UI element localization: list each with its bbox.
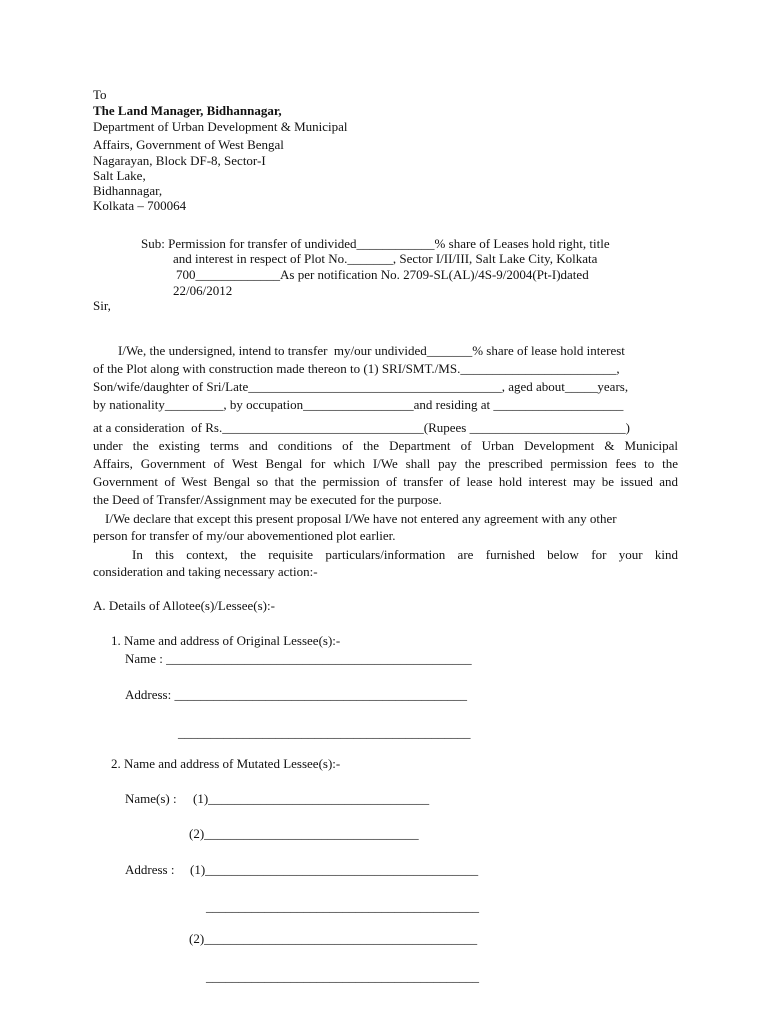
department-line-2: Affairs, Government of West Bengal <box>93 137 284 152</box>
body-p1-line-2: of the Plot along with construction made thereon to (1) SRI/SMT./MS.________________________, <box>93 361 620 376</box>
department-line-1: Department of Urban Development & Municipal <box>93 119 348 134</box>
mutated-lessee-address-2-field[interactable]: (2)__________________________________________ <box>189 931 478 946</box>
area-line: Salt Lake, <box>93 168 146 183</box>
section-a-heading: A. Details of Allotee(s)/Lessee(s):- <box>93 598 275 613</box>
subject-line-4: 22/06/2012 <box>173 283 233 298</box>
pin-line: Kolkata – 700064 <box>93 198 187 213</box>
mutated-lessee-name-2-field[interactable]: (2)_________________________________ <box>189 826 419 841</box>
mutated-lessee-address-2-continuation[interactable]: __________________________________________ <box>206 969 479 984</box>
body-p2-line-2: under the existing terms and conditions of the Department of Urban Development & Municipal <box>93 438 678 453</box>
original-lessee-heading: 1. Name and address of Original Lessee(s):- <box>111 633 341 648</box>
body-p3-line-1: I/We declare that except this present proposal I/We have not entered any agreement with any other <box>105 511 617 526</box>
mutated-lessee-address-label: Address : <box>125 862 175 877</box>
mutated-lessee-heading: 2. Name and address of Mutated Lessee(s):- <box>111 756 341 771</box>
body-p4-line-1: In this context, the requisite particulars/information are furnished below for your kind <box>132 547 678 562</box>
body-p3-line-2: person for transfer of my/our abovementioned plot earlier. <box>93 528 396 543</box>
body-p1-line-1: I/We, the undersigned, intend to transfer my/our undivided_______% share of lease hold interest <box>118 343 625 358</box>
mutated-lessee-name-1-field[interactable]: (1)__________________________________ <box>193 791 430 806</box>
original-lessee-name-field[interactable]: Name : _______________________________________________ <box>125 651 472 666</box>
original-lessee-address-continuation[interactable]: _____________________________________________ <box>178 725 471 740</box>
body-p2-line-4: Government of West Bengal so that the permission of transfer of lease hold interest may be issued and <box>93 474 678 489</box>
street-address: Nagarayan, Block DF-8, Sector-I <box>93 153 266 168</box>
mutated-lessee-address-1-continuation[interactable]: __________________________________________ <box>206 899 479 914</box>
mutated-lessee-address-1-field[interactable]: (1)__________________________________________ <box>190 862 479 877</box>
city-line: Bidhannagar, <box>93 183 163 198</box>
mutated-lessee-names-label: Name(s) : <box>125 791 177 806</box>
body-p2-line-1: at a consideration of Rs._______________________________(Rupees ________________________) <box>93 420 630 435</box>
to-label: To <box>93 87 107 102</box>
salutation: Sir, <box>93 298 111 313</box>
body-p4-line-2: consideration and taking necessary action:- <box>93 564 318 579</box>
subject-line-1: Sub: Permission for transfer of undivided____________% share of Leases hold right, title <box>141 236 610 251</box>
subject-line-3: 700_____________As per notification No. 2709-SL(AL)/4S-9/2004(Pt-I)dated <box>176 267 589 282</box>
subject-line-2: and interest in respect of Plot No._______, Sector I/II/III, Salt Lake City, Kolkata <box>173 251 598 266</box>
body-p2-line-3: Affairs, Government of West Bengal for which I/We shall pay the prescribed permission fees to the <box>93 456 678 471</box>
body-p2-line-5: the Deed of Transfer/Assignment may be executed for the purpose. <box>93 492 442 507</box>
body-p1-line-4: by nationality_________, by occupation_________________and residing at ____________________ <box>93 397 624 412</box>
recipient-name: The Land Manager, Bidhannagar, <box>93 103 282 118</box>
original-lessee-address-field[interactable]: Address: _____________________________________________ <box>125 687 467 702</box>
body-p1-line-3: Son/wife/daughter of Sri/Late_______________________________________, aged about_____years, <box>93 379 629 394</box>
